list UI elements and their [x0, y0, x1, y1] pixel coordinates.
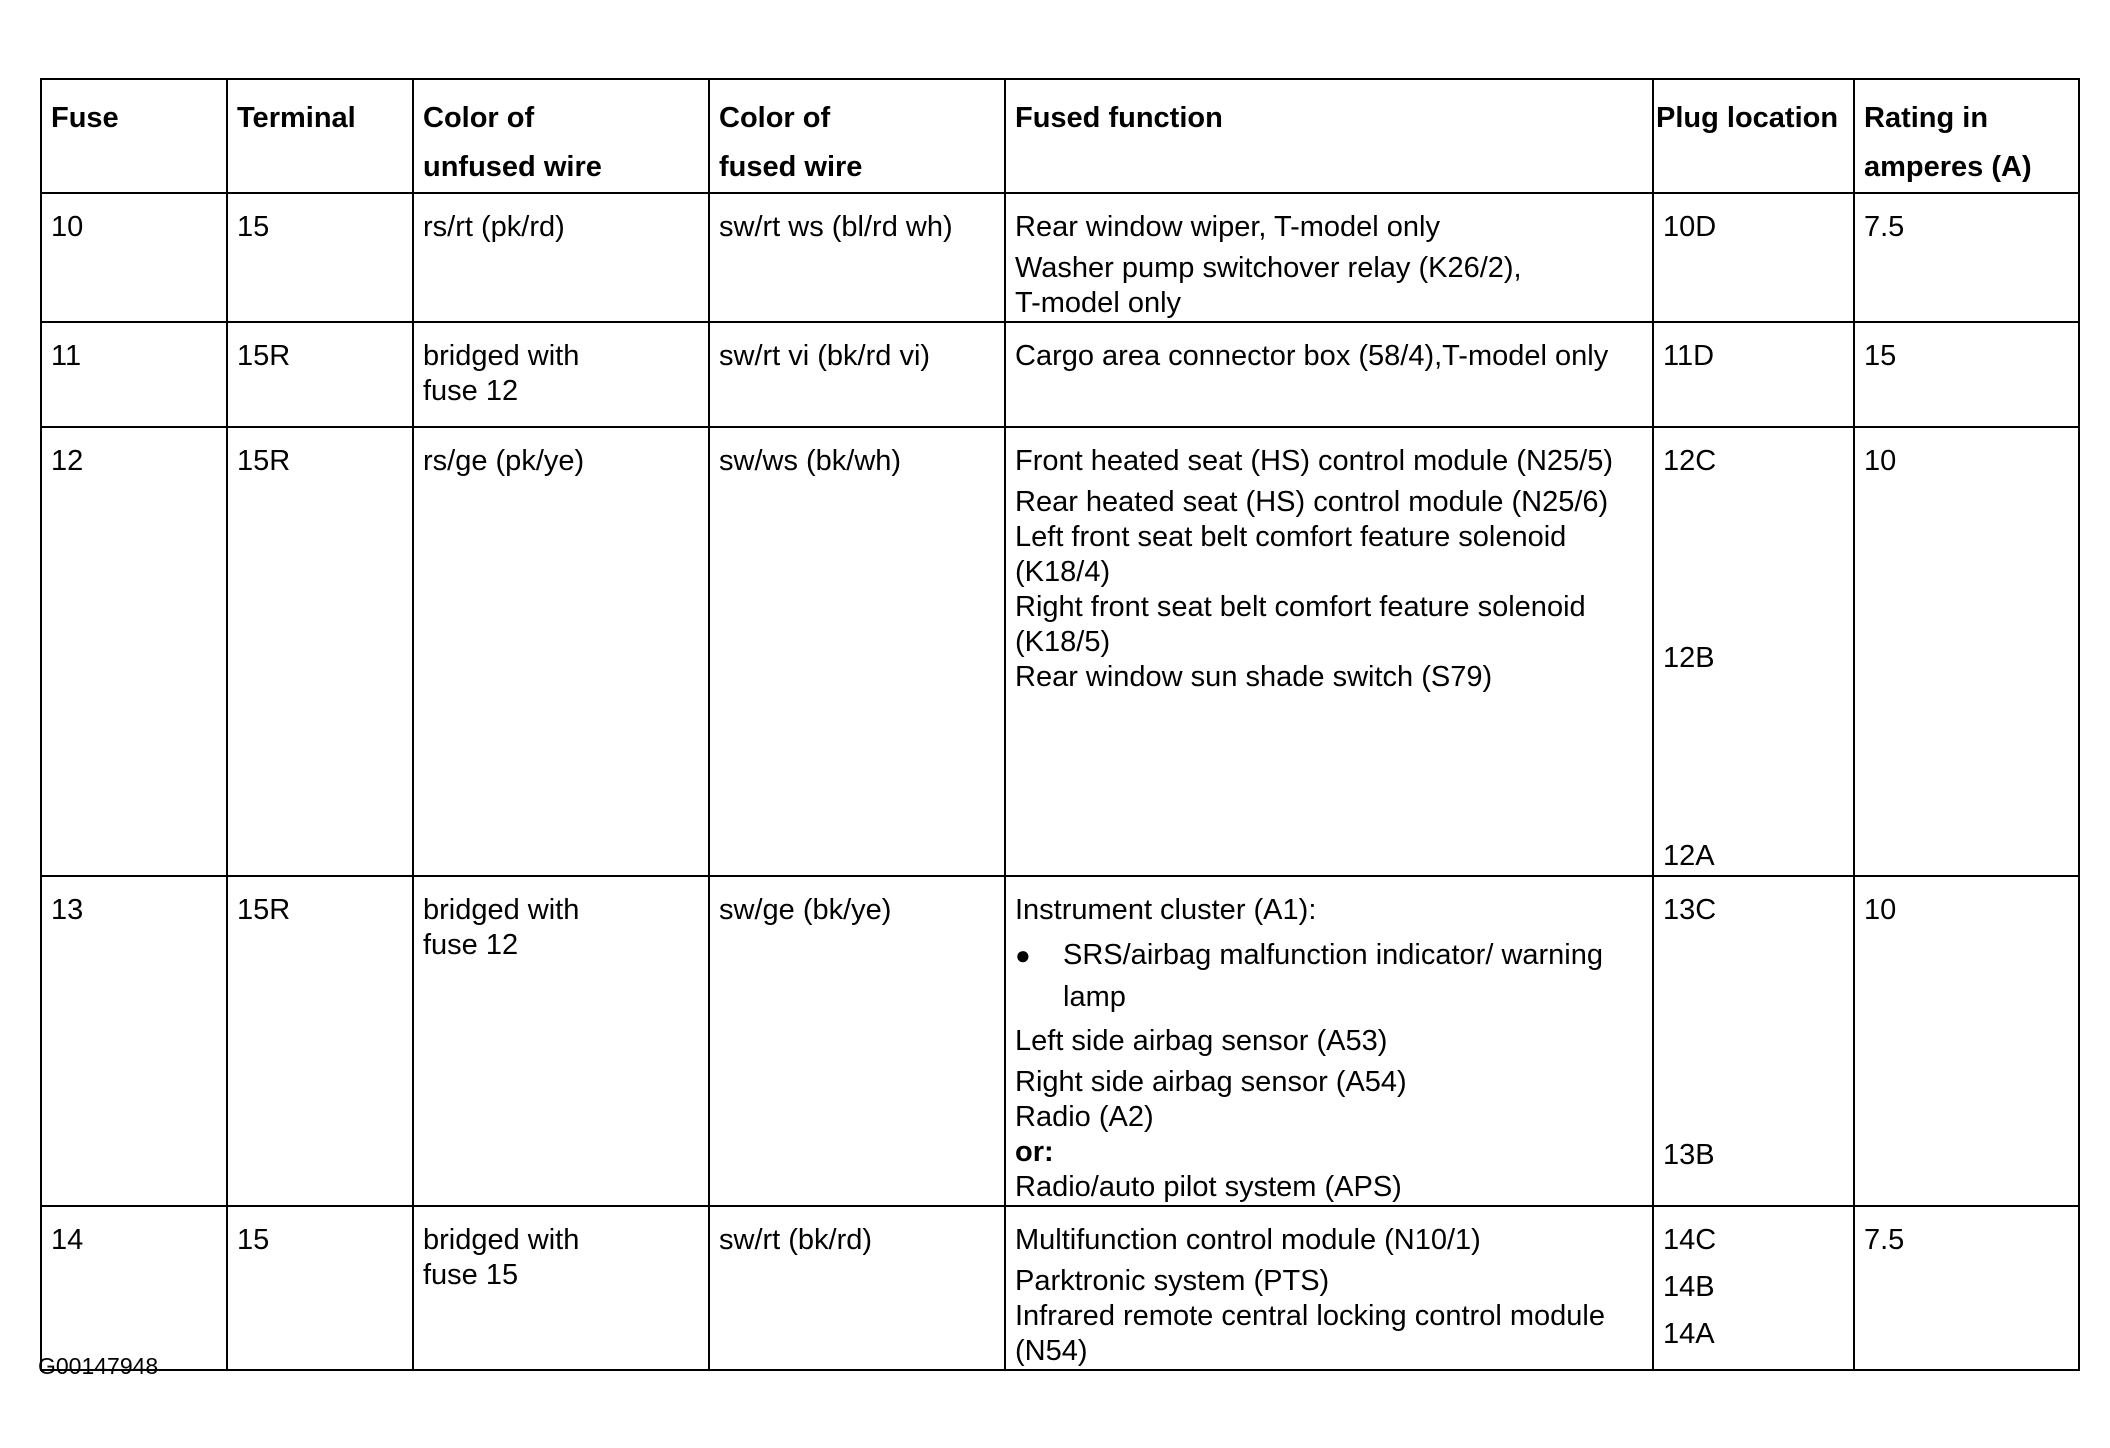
plug-label: 12B [1663, 642, 1715, 674]
table-row-fuse-13 [41, 876, 2079, 1206]
cell-terminal: 15 [227, 193, 413, 322]
cell-fused-function [1005, 193, 1653, 322]
cell-terminal: 15 [227, 1206, 413, 1370]
table-row-fuse-12 [41, 427, 2079, 876]
cell-unfused-wire: bridged with fuse 12 [413, 322, 709, 427]
function-line: Left side airbag sensor (A53) [1015, 1025, 1388, 1057]
cell-fuse: 11 [41, 322, 227, 427]
function-line: (N54) [1015, 1335, 1088, 1367]
header-fused-wire: Color of fused wire [709, 79, 1005, 193]
cell-fused-wire: sw/rt ws (bl/rd wh) [709, 193, 1005, 322]
bullet-icon: ● [1015, 940, 1031, 970]
cell-fuse: 12 [41, 427, 227, 876]
plug-label: 14B [1663, 1271, 1715, 1303]
function-line: Rear heated seat (HS) control module (N25/6) [1015, 486, 1609, 518]
header-fused-function: Fused function [1005, 79, 1653, 193]
cell-plug-location: 10D [1653, 193, 1854, 322]
cell-unfused-wire: bridged with fuse 15 [413, 1206, 709, 1370]
function-line: Front heated seat (HS) control module (N25/5) [1015, 445, 1613, 477]
cell-rating: 7.5 [1854, 193, 2079, 322]
function-line: Instrument cluster (A1): [1015, 894, 1317, 926]
function-line: Rear window sun shade switch (S79) [1015, 661, 1493, 693]
function-line: T-model only [1015, 287, 1182, 319]
plug-label: 12C [1663, 445, 1717, 477]
cell-terminal: 15R [227, 876, 413, 1206]
table-row-fuse-11 [41, 322, 2079, 427]
plug-label: 12A [1663, 840, 1715, 872]
cell-terminal: 15R [227, 322, 413, 427]
cell-fused-function [1005, 1206, 1653, 1370]
cell-terminal: 15R [227, 427, 413, 876]
function-line: Left front seat belt comfort feature solenoid [1015, 521, 1567, 553]
cell-plug-location [1653, 1206, 1854, 1370]
cell-unfused-wire: bridged with fuse 12 [413, 876, 709, 1206]
function-line: Right side airbag sensor (A54) [1015, 1066, 1407, 1098]
cell-fused-function [1005, 427, 1653, 876]
function-line: Parktronic system (PTS) [1015, 1265, 1330, 1297]
plug-label: 14C [1663, 1224, 1717, 1256]
function-line: Cargo area connector box (58/4),T-model only [1015, 340, 1609, 372]
header-row [41, 79, 2079, 193]
plug-label: 13B [1663, 1139, 1715, 1171]
header-terminal: Terminal [227, 79, 413, 193]
cell-plug-location [1653, 427, 1854, 876]
cell-plug-location [1653, 876, 1854, 1206]
cell-rating: 15 [1854, 322, 2079, 427]
function-bullet-text: SRS/airbag malfunction indicator/ warning lamp [1063, 939, 1603, 1013]
function-line: (K18/4) [1015, 556, 1111, 588]
figure-code: G00147948 [38, 1353, 159, 1379]
header-rating: Rating in amperes (A) [1854, 79, 2079, 193]
cell-fuse: 13 [41, 876, 227, 1206]
function-line: Rear window wiper, T-model only [1015, 211, 1440, 243]
function-line: Washer pump switchover relay (K26/2), [1015, 252, 1522, 284]
cell-fused-wire: sw/ge (bk/ye) [709, 876, 1005, 1206]
plug-label: 13C [1663, 894, 1717, 926]
header-fuse: Fuse [41, 79, 227, 193]
function-line: (K18/5) [1015, 626, 1111, 658]
function-line: Multifunction control module (N10/1) [1015, 1224, 1481, 1256]
header-unfused-wire: Color of unfused wire [413, 79, 709, 193]
cell-fused-wire: sw/ws (bk/wh) [709, 427, 1005, 876]
table-row-fuse-10 [41, 193, 2079, 322]
function-line: Right front seat belt comfort feature solenoid [1015, 591, 1586, 623]
cell-rating: 7.5 [1854, 1206, 2079, 1370]
cell-unfused-wire: rs/rt (pk/rd) [413, 193, 709, 322]
cell-fuse: 10 [41, 193, 227, 322]
cell-fuse: 14 [41, 1206, 227, 1370]
function-line: Radio/auto pilot system (APS) [1015, 1171, 1402, 1203]
function-line: or: [1015, 1136, 1054, 1168]
function-line: Radio (A2) [1015, 1101, 1154, 1133]
cell-unfused-wire: rs/ge (pk/ye) [413, 427, 709, 876]
cell-plug-location: 11D [1653, 322, 1854, 427]
cell-rating: 10 [1854, 427, 2079, 876]
table-row-fuse-14 [41, 1206, 2079, 1370]
fuse-table [40, 78, 2080, 1371]
cell-fused-function [1005, 322, 1653, 427]
cell-fused-function [1005, 876, 1653, 1206]
header-plug-location: Plug location [1653, 79, 1854, 193]
cell-fused-wire: sw/rt vi (bk/rd vi) [709, 322, 1005, 427]
function-bullet-item [1015, 934, 1643, 1018]
cell-rating: 10 [1854, 876, 2079, 1206]
function-line: Infrared remote central locking control module [1015, 1300, 1605, 1332]
plug-label: 14A [1663, 1318, 1715, 1350]
cell-fused-wire: sw/rt (bk/rd) [709, 1206, 1005, 1370]
